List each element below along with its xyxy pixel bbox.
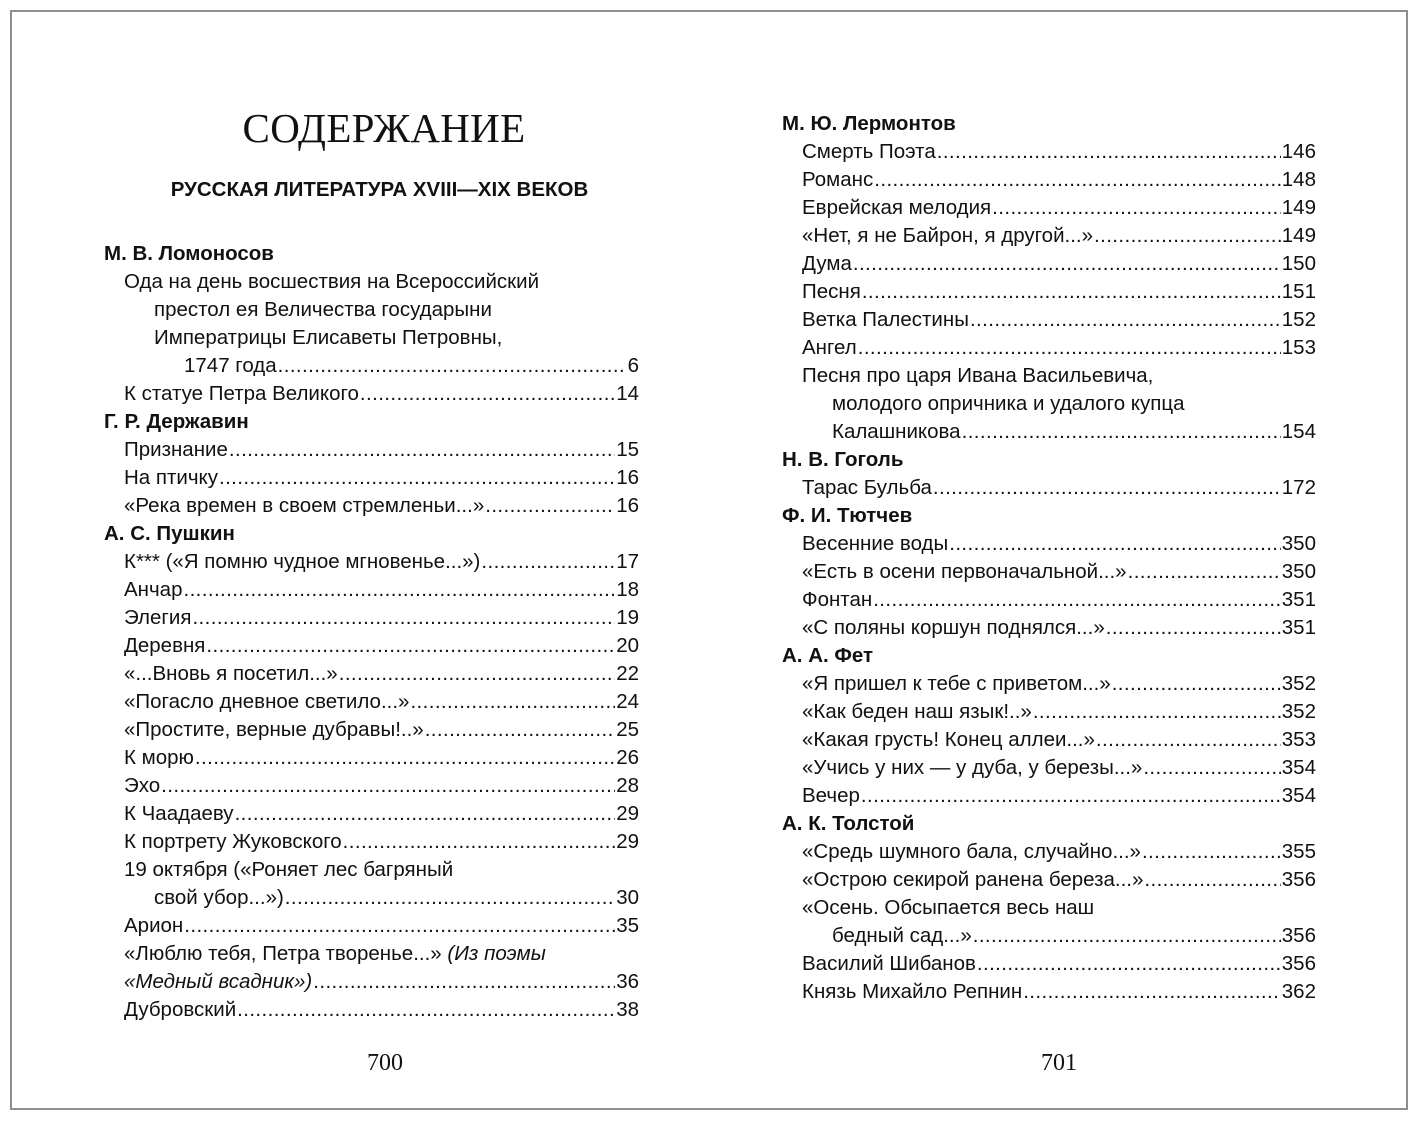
- entry-title: К портрету Жуковского: [124, 830, 342, 853]
- toc-entry[interactable]: [104, 940, 639, 996]
- toc-entry[interactable]: [782, 334, 1316, 362]
- page-ref: 350: [1281, 532, 1316, 555]
- entry-leader-line: [124, 996, 639, 1024]
- page-ref: 38: [616, 998, 639, 1021]
- page-ref: 29: [616, 802, 639, 825]
- page-ref: 151: [1281, 280, 1316, 303]
- toc-entry[interactable]: [782, 866, 1316, 894]
- entry-title: «Какая грусть! Конец аллеи...»: [802, 728, 1095, 751]
- entry-title: На птичку: [124, 466, 218, 489]
- dot-leader: [853, 250, 1281, 278]
- toc-entry[interactable]: [782, 530, 1316, 558]
- toc-entry[interactable]: [104, 604, 639, 632]
- dot-leader: [1023, 978, 1281, 1006]
- toc-entry[interactable]: [104, 464, 639, 492]
- page-ref: 16: [616, 494, 639, 517]
- entry-title: Анчар: [124, 578, 183, 601]
- page-ref: 16: [616, 466, 639, 489]
- entry-title: «Простите, верные дубравы!..»: [124, 718, 424, 741]
- page-ref: 29: [616, 830, 639, 853]
- toc-entry[interactable]: [782, 138, 1316, 166]
- dot-leader: [313, 968, 615, 996]
- toc-entry[interactable]: [782, 362, 1316, 446]
- dot-leader: [1144, 866, 1280, 894]
- toc-entry[interactable]: [104, 800, 639, 828]
- page-ref: 25: [616, 718, 639, 741]
- toc-entry[interactable]: [104, 632, 639, 660]
- left-page: [12, 12, 711, 1108]
- dot-leader: [1142, 838, 1281, 866]
- toc-entry[interactable]: [782, 978, 1316, 1006]
- dot-leader: [235, 800, 616, 828]
- dot-leader: [873, 586, 1281, 614]
- entry-title: Еврейская мелодия: [802, 196, 992, 219]
- entry-title: «Как беден наш язык!..»: [802, 700, 1032, 723]
- entry-leader-line: [802, 754, 1316, 782]
- entry-title: Песня: [802, 280, 861, 303]
- entry-title: «Погасло дневное светило...»: [124, 690, 410, 713]
- toc-entry[interactable]: [782, 222, 1316, 250]
- page-ref: 352: [1281, 672, 1316, 695]
- toc-entry[interactable]: [782, 698, 1316, 726]
- toc-entry[interactable]: [104, 492, 639, 520]
- entry-title: «Острою секирой ранена береза...»: [802, 868, 1144, 891]
- page-ref: 362: [1281, 980, 1316, 1003]
- page-ref: 356: [1281, 924, 1316, 947]
- dot-leader: [237, 996, 615, 1024]
- dot-leader: [229, 436, 615, 464]
- entry-leader-line: [802, 306, 1316, 334]
- entry-leader-line: [124, 968, 639, 996]
- entry-title: «Река времен в своем стремленьи...»: [124, 494, 485, 517]
- entry-line: [124, 940, 639, 968]
- entry-title: К*** («Я помню чудное мгновенье...»): [124, 550, 481, 573]
- toc-entry[interactable]: [782, 726, 1316, 754]
- page-ref: 19: [616, 606, 639, 629]
- entry-leader-line: [802, 978, 1316, 1006]
- page-ref: 17: [616, 550, 639, 573]
- dot-leader: [970, 306, 1281, 334]
- entry-leader-line: [124, 884, 639, 912]
- dot-leader: [977, 950, 1281, 978]
- toc-entry[interactable]: [782, 894, 1316, 950]
- toc-entry[interactable]: [782, 166, 1316, 194]
- dot-leader: [874, 166, 1281, 194]
- entry-leader-line: [124, 548, 639, 576]
- toc-entry[interactable]: [104, 772, 639, 800]
- entry-leader-line: [802, 138, 1316, 166]
- toc-entry[interactable]: [104, 436, 639, 464]
- toc-entry[interactable]: [782, 306, 1316, 334]
- dot-leader: [858, 334, 1281, 362]
- author-heading: Г. Р. Державин: [104, 410, 249, 433]
- entry-title: Романс: [802, 168, 874, 191]
- entry-leader-line: [802, 530, 1316, 558]
- entry-title: «...Вновь я посетил...»: [124, 662, 338, 685]
- dot-leader: [949, 530, 1281, 558]
- toc-entry[interactable]: [104, 548, 639, 576]
- entry-title: Арион: [124, 914, 184, 937]
- dot-leader: [339, 660, 615, 688]
- toc-entry[interactable]: [782, 250, 1316, 278]
- dot-leader: [278, 352, 627, 380]
- contents-title: СОДЕРЖАНИЕ: [242, 105, 526, 151]
- right-page: [711, 12, 1408, 1108]
- entry-note: (Из поэмы: [447, 942, 546, 965]
- page-ref: 354: [1281, 756, 1316, 779]
- entry-title: Ветка Палестины: [802, 308, 969, 331]
- entry-leader-line: [124, 660, 639, 688]
- entry-leader-line: [124, 352, 639, 380]
- page-ref: 356: [1281, 952, 1316, 975]
- toc-entry[interactable]: [104, 996, 639, 1024]
- dot-leader: [973, 922, 1281, 950]
- toc-entry[interactable]: [104, 828, 639, 856]
- page-ref: 36: [616, 970, 639, 993]
- entry-leader-line: [124, 800, 639, 828]
- entry-note: «Медный всадник»): [124, 970, 313, 993]
- author-heading: М. Ю. Лермонтов: [782, 112, 956, 135]
- toc-entry[interactable]: [104, 380, 639, 408]
- dot-leader: [343, 828, 616, 856]
- toc-entry[interactable]: [104, 576, 639, 604]
- entry-line: Императрицы Елисаветы Петровны,: [154, 326, 503, 349]
- dot-leader: [161, 772, 615, 800]
- page-ref: 14: [616, 382, 639, 405]
- entry-title: свой убор...»): [154, 886, 284, 909]
- entry-title: Элегия: [124, 606, 192, 629]
- entry-leader-line: [124, 912, 639, 940]
- entry-leader-line: [802, 194, 1316, 222]
- entry-title: К морю: [124, 746, 194, 769]
- dot-leader: [192, 604, 615, 632]
- dot-leader: [1033, 698, 1281, 726]
- page-number-right: 701: [1041, 1050, 1077, 1076]
- entry-line: 19 октября («Роняет лес багряный: [124, 858, 454, 881]
- author-heading: М. В. Ломоносов: [104, 242, 274, 265]
- entry-title: Вечер: [802, 784, 860, 807]
- dot-leader: [937, 138, 1281, 166]
- entry-leader-line: [802, 670, 1316, 698]
- page-ref: 6: [627, 354, 639, 377]
- author-heading: А. С. Пушкин: [104, 522, 235, 545]
- entry-title: Деревня: [124, 634, 206, 657]
- page-ref: 351: [1281, 588, 1316, 611]
- page-ref: 356: [1281, 868, 1316, 891]
- page-ref: 30: [616, 886, 639, 909]
- dot-leader: [410, 688, 615, 716]
- page-number-left: 700: [367, 1050, 403, 1076]
- entry-leader-line: [802, 474, 1316, 502]
- entry-leader-line: [802, 586, 1316, 614]
- entry-leader-line: [802, 866, 1316, 894]
- entry-leader-line: [802, 698, 1316, 726]
- dot-leader: [183, 576, 615, 604]
- entry-title: «Есть в осени первоначальной...»: [802, 560, 1127, 583]
- toc-entry[interactable]: [782, 586, 1316, 614]
- page-ref: 149: [1281, 224, 1316, 247]
- toc-entry[interactable]: [104, 912, 639, 940]
- page-ref: 18: [616, 578, 639, 601]
- entry-leader-line: [802, 950, 1316, 978]
- dot-leader: [219, 464, 615, 492]
- entry-line: Ода на день восшествия на Всероссийский: [124, 270, 540, 293]
- entry-leader-line: [124, 464, 639, 492]
- entry-leader-line: [802, 838, 1316, 866]
- entry-title: Калашникова: [832, 420, 961, 443]
- dot-leader: [481, 548, 615, 576]
- toc-entry[interactable]: [104, 660, 639, 688]
- page-ref: 28: [616, 774, 639, 797]
- author-heading: А. А. Фет: [782, 644, 874, 667]
- page-ref: 154: [1281, 420, 1316, 443]
- entry-title: К статуе Петра Великого: [124, 382, 359, 405]
- page-ref: 354: [1281, 784, 1316, 807]
- entry-leader-line: [802, 250, 1316, 278]
- page-ref: 350: [1281, 560, 1316, 583]
- entry-title: «С поляны коршун поднялся...»: [802, 616, 1105, 639]
- entry-title: «Учись у них — у дуба, у березы...»: [802, 756, 1143, 779]
- dot-leader: [992, 194, 1281, 222]
- entry-leader-line: [802, 334, 1316, 362]
- toc-entry[interactable]: [782, 754, 1316, 782]
- dot-leader: [1112, 670, 1281, 698]
- toc-entry[interactable]: [782, 670, 1316, 698]
- author-heading: А. К. Толстой: [782, 812, 915, 835]
- toc-entry[interactable]: [782, 614, 1316, 642]
- page-ref: 35: [616, 914, 639, 937]
- entry-leader-line: [124, 744, 639, 772]
- entry-title: «Я пришел к тебе с приветом...»: [802, 672, 1111, 695]
- entry-leader-line: [124, 772, 639, 800]
- toc-entry[interactable]: [104, 716, 639, 744]
- dot-leader: [861, 782, 1281, 810]
- entry-line: престол ея Величества государыни: [154, 298, 492, 321]
- table-of-contents-right: [782, 110, 1316, 1006]
- entry-title: Фонтан: [802, 588, 873, 611]
- entry-leader-line: [802, 558, 1316, 586]
- book-spread: [10, 10, 1408, 1110]
- entry-leader-line: [802, 922, 1316, 950]
- page-ref: 152: [1281, 308, 1316, 331]
- toc-entry[interactable]: [104, 268, 639, 380]
- entry-leader-line: [124, 828, 639, 856]
- entry-leader-line: [802, 418, 1316, 446]
- entry-title: Ангел: [802, 336, 857, 359]
- toc-entry[interactable]: [782, 838, 1316, 866]
- section-heading: РУССКАЯ ЛИТЕРАТУРА XVIII—XIX ВЕКОВ: [170, 178, 589, 201]
- toc-entry[interactable]: [782, 950, 1316, 978]
- author-heading: Ф. И. Тютчев: [782, 504, 913, 527]
- entry-title: «Люблю тебя, Петра творенье...»: [124, 942, 442, 965]
- dot-leader: [1143, 754, 1280, 782]
- page-ref: 352: [1281, 700, 1316, 723]
- entry-title: «Нет, я не Байрон, я другой...»: [802, 224, 1094, 247]
- dot-leader: [285, 884, 615, 912]
- entry-title: Князь Михайло Репнин: [802, 980, 1023, 1003]
- entry-title: Тарас Бульба: [802, 476, 932, 499]
- author-heading: Н. В. Гоголь: [782, 448, 904, 471]
- page-ref: 20: [616, 634, 639, 657]
- entry-leader-line: [124, 716, 639, 744]
- dot-leader: [425, 716, 615, 744]
- dot-leader: [862, 278, 1281, 306]
- entry-line: «Осень. Обсыпается весь наш: [802, 896, 1095, 919]
- entry-leader-line: [802, 166, 1316, 194]
- dot-leader: [1096, 726, 1281, 754]
- page-ref: 150: [1281, 252, 1316, 275]
- entry-leader-line: [124, 576, 639, 604]
- entry-leader-line: [124, 604, 639, 632]
- entry-title: Дубровский: [124, 998, 237, 1021]
- dot-leader: [360, 380, 615, 408]
- toc-entry[interactable]: [782, 782, 1316, 810]
- page-ref: 353: [1281, 728, 1316, 751]
- entry-leader-line: [124, 492, 639, 520]
- dot-leader: [485, 492, 615, 520]
- entry-leader-line: [124, 632, 639, 660]
- toc-entry[interactable]: [782, 558, 1316, 586]
- entry-title: Дума: [802, 252, 852, 275]
- entry-title: 1747 года: [184, 354, 277, 377]
- toc-entry[interactable]: [104, 856, 639, 912]
- entry-line: молодого опричника и удалого купца: [832, 392, 1185, 415]
- entry-leader-line: [802, 222, 1316, 250]
- toc-entry[interactable]: [782, 474, 1316, 502]
- dot-leader: [184, 912, 615, 940]
- entry-leader-line: [124, 688, 639, 716]
- toc-entry[interactable]: [104, 688, 639, 716]
- entry-title: бедный сад...»: [832, 924, 972, 947]
- page-ref: 153: [1281, 336, 1316, 359]
- dot-leader: [933, 474, 1281, 502]
- entry-leader-line: [124, 380, 639, 408]
- toc-entry[interactable]: [104, 744, 639, 772]
- page-ref: 355: [1281, 840, 1316, 863]
- entry-title: Эхо: [124, 774, 161, 797]
- dot-leader: [1094, 222, 1281, 250]
- dot-leader: [1128, 558, 1281, 586]
- page-ref: 148: [1281, 168, 1316, 191]
- page-ref: 146: [1281, 140, 1316, 163]
- entry-line: Песня про царя Ивана Васильевича,: [802, 364, 1154, 387]
- entry-leader-line: [802, 782, 1316, 810]
- entry-leader-line: [802, 726, 1316, 754]
- page-ref: 24: [616, 690, 639, 713]
- page-ref: 26: [616, 746, 639, 769]
- entry-title: Смерть Поэта: [802, 140, 936, 163]
- entry-title: Признание: [124, 438, 228, 461]
- entry-title: «Средь шумного бала, случайно...»: [802, 840, 1141, 863]
- dot-leader: [962, 418, 1281, 446]
- toc-entry[interactable]: [782, 278, 1316, 306]
- page-ref: 351: [1281, 616, 1316, 639]
- toc-entry[interactable]: [782, 194, 1316, 222]
- entry-leader-line: [802, 278, 1316, 306]
- dot-leader: [1106, 614, 1281, 642]
- entry-leader-line: [124, 436, 639, 464]
- entry-title: К Чаадаеву: [124, 802, 234, 825]
- page-ref: 15: [616, 438, 639, 461]
- entry-leader-line: [802, 614, 1316, 642]
- table-of-contents-left: [104, 240, 639, 1024]
- page-ref: 172: [1281, 476, 1316, 499]
- entry-title: Василий Шибанов: [802, 952, 976, 975]
- entry-title: Весенние воды: [802, 532, 949, 555]
- dot-leader: [195, 744, 615, 772]
- dot-leader: [206, 632, 615, 660]
- page-ref: 22: [616, 662, 639, 685]
- page-ref: 149: [1281, 196, 1316, 219]
